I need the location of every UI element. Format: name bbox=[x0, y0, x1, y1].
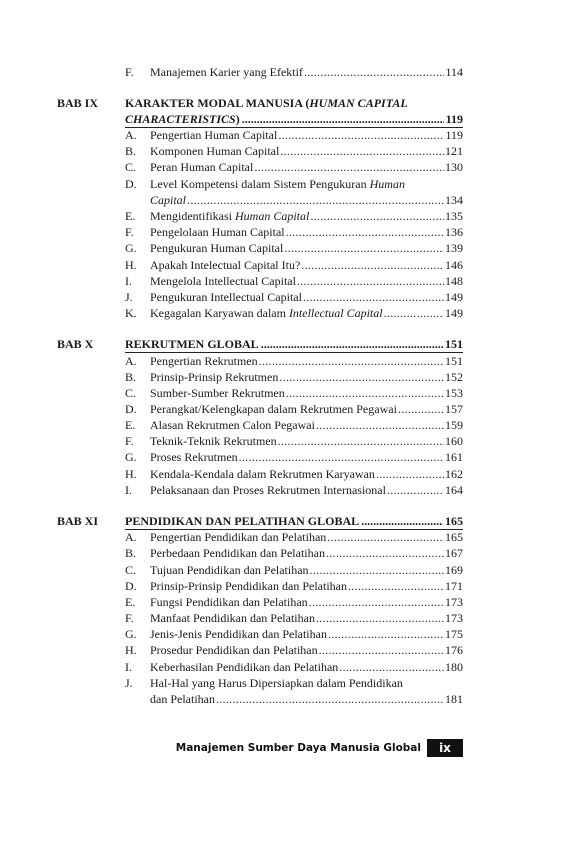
chapter-title-line1: KARAKTER MODAL MANUSIA (HUMAN CAPITAL bbox=[125, 96, 408, 110]
entry-title: Level Kompetensi dalam Sistem Pengukuran Human bbox=[150, 177, 405, 191]
entry-letter: F. bbox=[125, 65, 134, 79]
entry-page: 159 bbox=[445, 418, 463, 432]
entry-letter: E. bbox=[125, 209, 136, 223]
entry-page: 167 bbox=[445, 546, 463, 560]
entry-letter: E. bbox=[125, 418, 136, 432]
entry-page: 135 bbox=[445, 209, 463, 223]
entry-letter: J. bbox=[125, 290, 133, 304]
entry-letter: H. bbox=[125, 643, 137, 657]
entry-letter: F. bbox=[125, 225, 134, 239]
toc-entry bbox=[0, 143, 564, 159]
entry-page: 119 bbox=[445, 128, 463, 142]
chapter-number: BAB X bbox=[57, 337, 94, 351]
entry-title: Alasan Rekrutmen Calon Pegawai bbox=[150, 418, 315, 432]
chapter-number: BAB IX bbox=[57, 96, 99, 110]
entry-letter: D. bbox=[125, 402, 137, 416]
entry-title: Mengidentifikasi Human Capital bbox=[150, 209, 310, 223]
entry-page: 165 bbox=[445, 530, 463, 544]
toc-entry bbox=[0, 594, 564, 610]
entry-title: Kegagalan Karyawan dalam Intellectual Capital bbox=[150, 306, 383, 320]
toc-entry bbox=[0, 159, 564, 175]
entry-page: 114 bbox=[445, 65, 463, 79]
toc-entry bbox=[0, 545, 564, 561]
entry-letter: F. bbox=[125, 434, 134, 448]
entry-page: 175 bbox=[445, 627, 463, 641]
toc-entry-cont bbox=[0, 192, 564, 208]
entry-page: 134 bbox=[445, 193, 463, 207]
toc-entry bbox=[0, 482, 564, 498]
entry-title: Sumber-Sumber Rekrutmen bbox=[150, 386, 285, 400]
toc-entry bbox=[0, 305, 564, 321]
entry-title: Pengukuran Intellectual Capital bbox=[150, 290, 302, 304]
footer-page-number: ix bbox=[427, 739, 463, 757]
toc-entry bbox=[0, 675, 564, 691]
chapter-title: PENDIDIKAN DAN PELATIHAN GLOBAL ..... 165 bbox=[125, 513, 463, 530]
entry-page: 161 bbox=[445, 450, 463, 464]
toc-entry bbox=[0, 659, 564, 675]
toc-entry bbox=[0, 257, 564, 273]
entry-title: Mengelola Intellectual Capital bbox=[150, 274, 296, 288]
entry-title: Pengertian Rekrutmen bbox=[150, 354, 258, 368]
entry-title: Peran Human Capital bbox=[150, 160, 254, 174]
entry-title: Pengukuran Human Capital bbox=[150, 241, 284, 255]
entry-letter: I. bbox=[125, 274, 132, 288]
toc-entry bbox=[0, 578, 564, 594]
entry-page: 149 bbox=[445, 290, 463, 304]
entry-title: Apakah Intelectual Capital Itu? bbox=[150, 258, 301, 272]
entry-page: 153 bbox=[445, 386, 463, 400]
entry-title: Perbedaan Pendidikan dan Pelatihan bbox=[150, 546, 325, 560]
entry-page: 136 bbox=[445, 225, 463, 239]
entry-title: Fungsi Pendidikan dan Pelatihan bbox=[150, 595, 308, 609]
entry-letter: B. bbox=[125, 546, 137, 560]
entry-title: Kendala-Kendala dalam Rekrutmen Karyawan bbox=[150, 467, 375, 481]
entry-letter: C. bbox=[125, 386, 137, 400]
entry-title-cont: dan Pelatihan bbox=[150, 692, 215, 706]
entry-title: Prinsip-Prinsip Pendidikan dan Pelatihan bbox=[150, 579, 347, 593]
entry-letter: A. bbox=[125, 530, 137, 544]
entry-title: Pengertian Pendidikan dan Pelatihan bbox=[150, 530, 327, 544]
entry-page: 148 bbox=[445, 274, 463, 288]
page-footer bbox=[176, 739, 463, 757]
chapter-page: 165 bbox=[445, 514, 463, 528]
entry-title: Manfaat Pendidikan dan Pelatihan bbox=[150, 611, 315, 625]
entry-title: Proses Rekrutmen bbox=[150, 450, 238, 464]
entry-letter: C. bbox=[125, 563, 137, 577]
entry-title: Teknik-Teknik Rekrutmen bbox=[150, 434, 277, 448]
toc-entry bbox=[0, 529, 564, 545]
entry-page: 151 bbox=[445, 354, 463, 368]
entry-letter: D. bbox=[125, 177, 137, 191]
chapter-heading bbox=[0, 513, 564, 529]
toc-entry bbox=[0, 208, 564, 224]
entry-letter: A. bbox=[125, 128, 137, 142]
entry-letter: C. bbox=[125, 160, 137, 174]
toc-entry bbox=[0, 289, 564, 305]
entry-title: Prinsip-Prinsip Rekrutmen bbox=[150, 370, 279, 384]
entry-letter: E. bbox=[125, 595, 136, 609]
entry-title: Jenis-Jenis Pendidikan dan Pelatihan bbox=[150, 627, 327, 641]
entry-page: 160 bbox=[445, 434, 463, 448]
toc-entry bbox=[0, 610, 564, 626]
entry-title: Perangkat/Kelengkapan dalam Rekrutmen Pegawai bbox=[150, 402, 397, 416]
entry-page: 171 bbox=[445, 579, 463, 593]
entry-page: 139 bbox=[445, 241, 463, 255]
entry-letter: A. bbox=[125, 354, 137, 368]
entry-page: 149 bbox=[445, 306, 463, 320]
entry-letter: B. bbox=[125, 144, 137, 158]
entry-title: Hal-Hal yang Harus Dipersiapkan dalam Pendidikan bbox=[150, 676, 403, 690]
chapter-title-line2: CHARACTERISTICS ) ..... 119 bbox=[125, 111, 463, 128]
entry-title: Manajemen Karier yang Efektif bbox=[150, 65, 303, 79]
entry-page: 173 bbox=[445, 611, 463, 625]
entry-letter: G. bbox=[125, 241, 137, 255]
toc-entry bbox=[0, 642, 564, 658]
entry-letter: J. bbox=[125, 676, 133, 690]
entry-title: Pengertian Human Capital bbox=[150, 128, 278, 142]
entry-page: 162 bbox=[445, 467, 463, 481]
chapter-page: 119 bbox=[445, 112, 463, 126]
chapter-heading bbox=[0, 336, 564, 352]
entry-page: 152 bbox=[445, 370, 463, 384]
entry-page: 181 bbox=[445, 692, 463, 706]
entry-page: 121 bbox=[445, 144, 463, 158]
entry-page: 157 bbox=[445, 402, 463, 416]
entry-letter: H. bbox=[125, 258, 137, 272]
chapter-heading-cont bbox=[0, 111, 564, 127]
entry-letter: B. bbox=[125, 370, 137, 384]
entry-letter: I. bbox=[125, 483, 132, 497]
entry-page: 173 bbox=[445, 595, 463, 609]
chapter-number: BAB XI bbox=[57, 514, 99, 528]
entry-title: Tujuan Pendidikan dan Pelatihan bbox=[150, 563, 309, 577]
toc-entry bbox=[0, 385, 564, 401]
entry-letter: D. bbox=[125, 579, 137, 593]
entry-page: 169 bbox=[445, 563, 463, 577]
toc-entry bbox=[0, 562, 564, 578]
entry-letter: F. bbox=[125, 611, 134, 625]
entry-letter: G. bbox=[125, 450, 137, 464]
entry-page: 146 bbox=[445, 258, 463, 272]
entry-letter: I. bbox=[125, 660, 132, 674]
chapter-page: 151 bbox=[445, 337, 463, 351]
entry-letter: K. bbox=[125, 306, 137, 320]
entry-page: 180 bbox=[445, 660, 463, 674]
entry-letter: G. bbox=[125, 627, 137, 641]
toc-entry bbox=[0, 64, 564, 80]
footer-book-title: Manajemen Sumber Daya Manusia Global bbox=[175, 742, 421, 754]
entry-title: Pengelolaan Human Capital bbox=[150, 225, 285, 239]
entry-letter: H. bbox=[125, 467, 137, 481]
entry-page: 164 bbox=[445, 483, 463, 497]
toc-entry bbox=[0, 224, 564, 240]
toc-entry bbox=[0, 417, 564, 433]
toc-entry bbox=[0, 449, 564, 465]
entry-page: 176 bbox=[445, 643, 463, 657]
entry-title: Pelaksanaan dan Proses Rekrutmen Internasional bbox=[150, 483, 386, 497]
entry-title: Prosedur Pendidikan dan Pelatihan bbox=[150, 643, 318, 657]
entry-page: 130 bbox=[445, 160, 463, 174]
toc-entry bbox=[0, 466, 564, 482]
toc-entry bbox=[0, 353, 564, 369]
entry-title: Komponen Human Capital bbox=[150, 144, 280, 158]
chapter-title: REKRUTMEN GLOBAL ..... 151 bbox=[125, 336, 463, 353]
toc-entry bbox=[0, 369, 564, 385]
toc-entry-cont bbox=[0, 691, 564, 707]
toc-entry bbox=[0, 127, 564, 143]
toc-entry bbox=[0, 401, 564, 417]
entry-title-cont: Capital bbox=[150, 193, 187, 207]
toc-entry bbox=[0, 176, 564, 192]
entry-title: Keberhasilan Pendidikan dan Pelatihan bbox=[150, 660, 339, 674]
chapter-heading bbox=[0, 95, 564, 111]
toc-entry bbox=[0, 240, 564, 256]
toc-entry bbox=[0, 626, 564, 642]
toc-entry bbox=[0, 433, 564, 449]
toc-entry bbox=[0, 273, 564, 289]
